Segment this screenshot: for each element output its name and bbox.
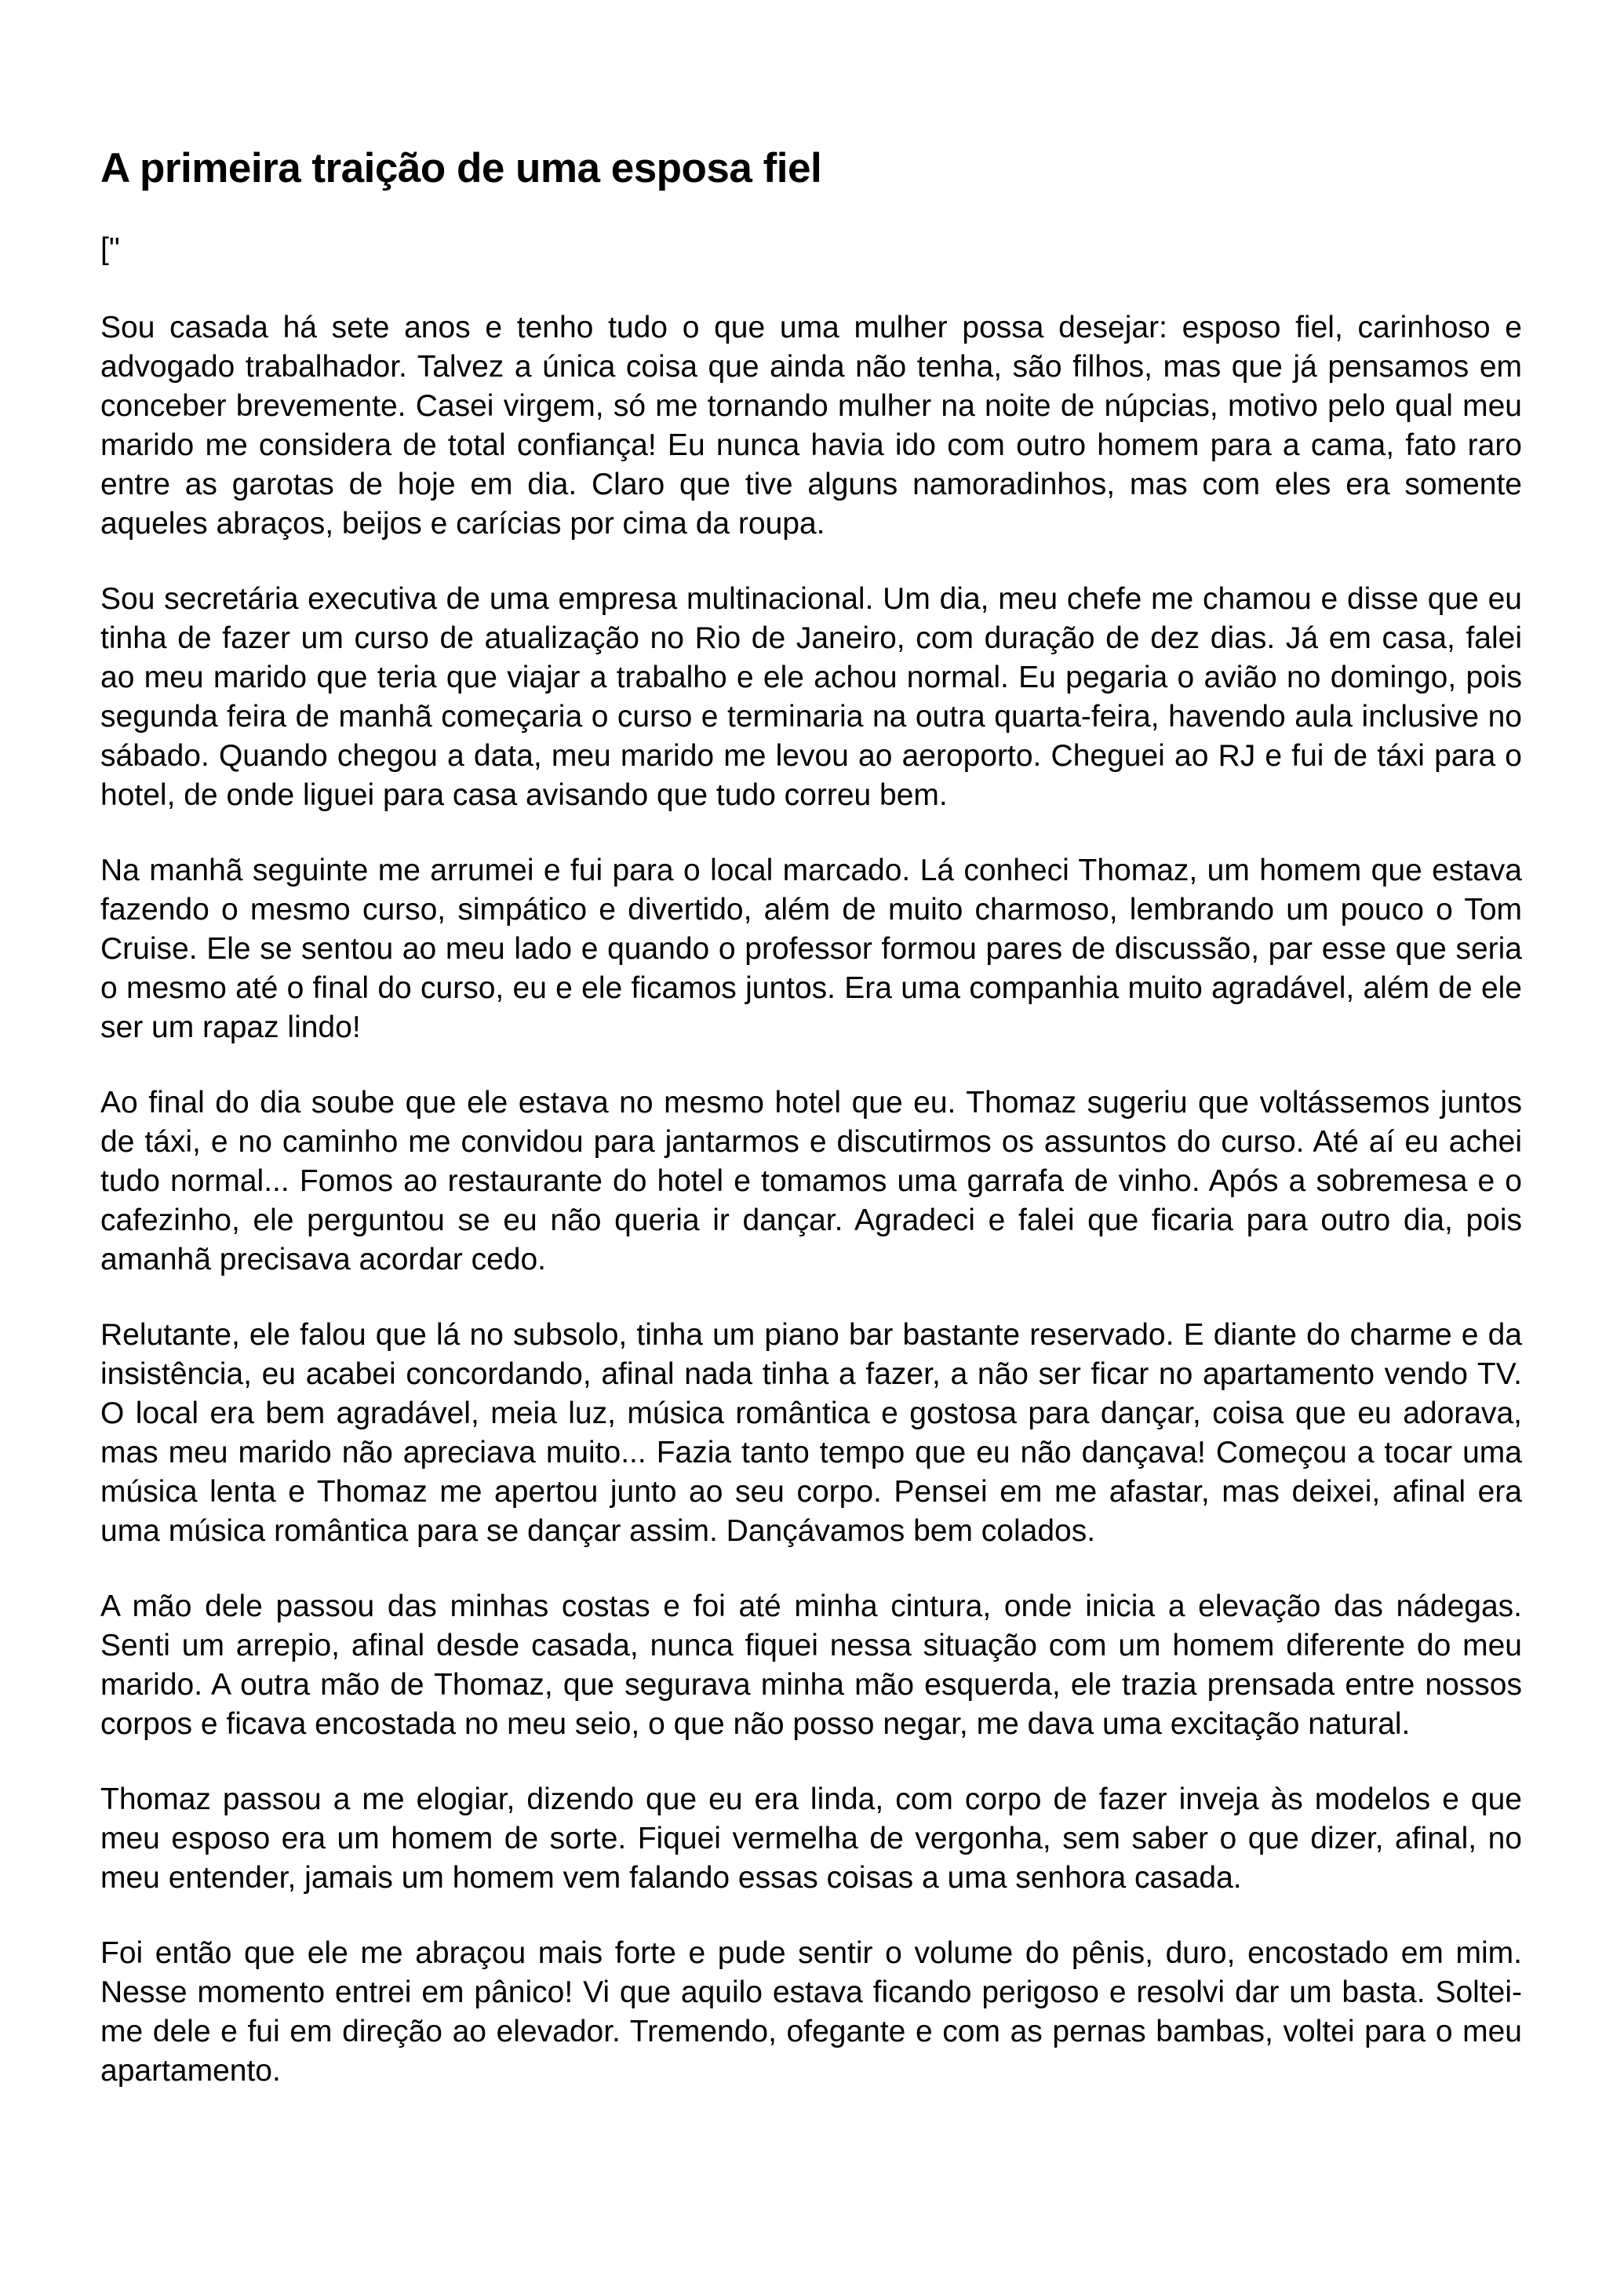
paragraph-8: Foi então que ele me abraçou mais forte e pude sentir o volume do pênis, duro, encostado em mim. Nesse momento entrei em pânico! Vi que aquilo estava ficando perigoso e resolvi dar um basta. Soltei-me dele e fui em direção ao elevador. Tremendo, ofegante e com as pernas bambas, voltei para o meu apartamento.: [100, 1936, 1522, 2088]
paragraph-7: Thomaz passou a me elogiar, dizendo que eu era linda, com corpo de fazer inveja às modelos e que meu esposo era um homem de sorte. Fiquei vermelha de vergonha, sem saber o que dizer, afinal, no meu entender, jamais um homem vem falando essas coisas a uma senhora casada.: [100, 1782, 1522, 1895]
paragraph-5: Relutante, ele falou que lá no subsolo, tinha um piano bar bastante reservado. E diante do charme e da insistência, eu acabei concordando, afinal nada tinha a fazer, a não ser ficar no apartamento vendo TV. O local era bem agradável, meia luz, música romântica e gostosa para dançar, coisa que eu adorava, mas meu marido não apreciava muito... Fazia tanto tempo que eu não dançava! Começou a tocar uma música lenta e Thomaz me apertou junto ao seu corpo. Pensei em me afastar, mas deixei, afinal era uma música romântica para se dançar assim. Dançávamos bem colados.: [100, 1318, 1522, 1548]
opening-bracket-text: [": [100, 232, 120, 266]
paragraph-4: Ao final do dia soube que ele estava no mesmo hotel que eu. Thomaz sugeriu que voltássemos juntos de táxi, e no caminho me convidou para jantarmos e discutirmos os assuntos do curso. Até aí eu achei tudo normal... Fomos ao restaurante do hotel e tomamos uma garrafa de vinho. Após a sobremesa e o cafezinho, ele perguntou se eu não queria ir dançar. Agradeci e falei que ficaria para outro dia, pois amanhã precisava acordar cedo.: [100, 1086, 1522, 1276]
paragraph-1: Sou casada há sete anos e tenho tudo o que uma mulher possa desejar: esposo fiel, carinhoso e advogado trabalhador. Talvez a única coisa que ainda não tenha, são filhos, mas que já pensamos em conceber brevemente. Casei virgem, só me tornando mulher na noite de núpcias, motivo pelo qual meu marido me considera de total confiança! Eu nunca havia ido com outro homem para a cama, fato raro entre as garotas de hoje em dia. Claro que tive alguns namoradinhos, mas com eles era somente aqueles abraços, beijos e carícias por cima da roupa.: [100, 311, 1522, 541]
page-title: A primeira traição de uma esposa fiel: [100, 145, 822, 191]
paragraph-3: Na manhã seguinte me arrumei e fui para o local marcado. Lá conheci Thomaz, um homem que estava fazendo o mesmo curso, simpático e divertido, além de muito charmoso, lembrando um pouco o Tom Cruise. Ele se sentou ao meu lado e quando o professor formou pares de discussão, par esse que seria o mesmo até o final do curso, eu e ele ficamos juntos. Era uma companhia muito agradável, além de ele ser um rapaz lindo!: [100, 854, 1522, 1044]
paragraph-6: A mão dele passou das minhas costas e foi até minha cintura, onde inicia a elevação das nádegas. Senti um arrepio, afinal desde casada, nunca fiquei nessa situação com um homem diferente do meu marido. A outra mão de Thomaz, que segurava minha mão esquerda, ele trazia prensada entre nossos corpos e ficava encostada no meu seio, o que não posso negar, me dava uma excitação natural.: [100, 1589, 1522, 1741]
paragraph-2: Sou secretária executiva de uma empresa multinacional. Um dia, meu chefe me chamou e disse que eu tinha de fazer um curso de atualização no Rio de Janeiro, com duração de dez dias. Já em casa, falei ao meu marido que teria que viajar a trabalho e ele achou normal. Eu pegaria o avião no domingo, pois segunda feira de manhã começaria o curso e terminaria na outra quarta-feira, havendo aula inclusive no sábado. Quando chegou a data, meu marido me levou ao aeroporto. Cheguei ao RJ e fui de táxi para o hotel, de onde liguei para casa avisando que tudo correu bem.: [100, 582, 1522, 812]
